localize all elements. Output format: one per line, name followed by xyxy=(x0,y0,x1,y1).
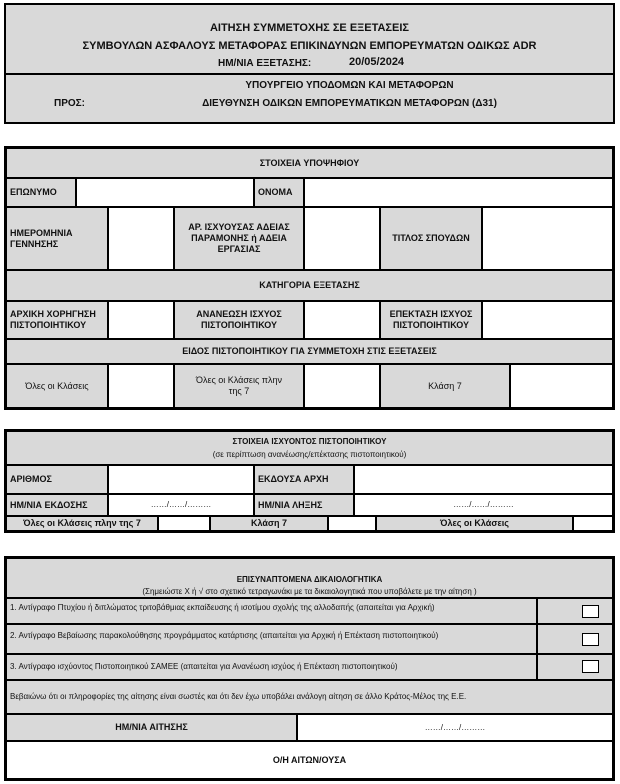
attachment-item-1-checkbox[interactable] xyxy=(582,605,599,618)
valid-all-classes-label: Όλες οι Κλάσεις xyxy=(376,516,573,531)
header-box xyxy=(4,3,615,124)
valid-all-except-7-label: Όλες οι Κλάσεις πλην της 7 xyxy=(6,516,158,531)
renewal-label: ΑΝΑΝΕΩΣΗ ΙΣΧΥΟΣ ΠΙΣΤΟΠΟΙΗΤΙΚΟΥ xyxy=(174,301,304,339)
issue-date-field[interactable]: ……/……/……… xyxy=(108,494,254,516)
valid-cert-header xyxy=(6,431,613,465)
valid-class7-label: Κλάση 7 xyxy=(210,516,328,531)
attachment-item-3-cell xyxy=(537,654,613,680)
cert-type-title: ΕΙΔΟΣ ΠΙΣΤΟΠΟΙΗΤΙΚΟΥ ΓΙΑ ΣΥΜΜΕΤΟΧΗ ΣΤΙΣ ΕΞΕΤΑΣΕΙΣ xyxy=(6,339,613,364)
attachment-item-1-cell xyxy=(537,598,613,624)
class7-checkbox[interactable] xyxy=(510,364,613,408)
applicant-signature-label: Ο/Η ΑΙΤΩΝ/ΟΥΣΑ xyxy=(6,741,613,779)
attachment-item-2-cell xyxy=(537,624,613,654)
name-field[interactable] xyxy=(304,178,613,207)
all-classes-checkbox[interactable] xyxy=(108,364,174,408)
attachments-header xyxy=(6,558,613,598)
attachments-section xyxy=(4,556,615,781)
name-label: ΟΝΟΜΑ xyxy=(254,178,304,207)
valid-all-except-7-checkbox[interactable] xyxy=(158,516,210,531)
form-title-line2: ΣΥΜΒΟΥΛΩΝ ΑΣΦΑΛΟΥΣ ΜΕΤΑΦΟΡΑΣ ΕΠΙΚΙΝΔΥΝΩΝ ΕΜΠΟΡΕΥΜΑΤΩΝ ΟΔΙΚΩΣ ADR xyxy=(82,40,537,52)
expiry-date-field[interactable]: ……/……/……… xyxy=(354,494,613,516)
declaration-text: Βεβαιώνω ότι οι πληροφορίες της αίτησης είναι σωστές και ότι δεν έχω υποβάλει ανάλογη αίτηση σε άλλο Κράτος-Μέλος της Ε.Ε. xyxy=(6,680,613,714)
candidate-section-title: ΣΤΟΙΧΕΙΑ ΥΠΟΨΗΦΙΟΥ xyxy=(6,148,613,178)
issuer-label: ΕΚΔΟΥΣΑ ΑΡΧΗ xyxy=(254,465,354,494)
birth-date-label: ΗΜΕΡΟΜΗΝΙΑ ΓΕΝΝΗΣΗΣ xyxy=(6,207,108,270)
expiry-date-label: ΗΜ/ΝΙΑ ΛΗΞΗΣ xyxy=(254,494,354,516)
to-label: ΠΡΟΣ: xyxy=(54,98,86,109)
header-divider xyxy=(6,73,613,75)
attachment-item-3-checkbox[interactable] xyxy=(582,660,599,673)
cert-number-field[interactable] xyxy=(108,465,254,494)
application-date-field[interactable]: ……/……/……… xyxy=(297,714,613,741)
residence-permit-field[interactable] xyxy=(304,207,380,270)
issue-date-label: ΗΜ/ΝΙΑ ΕΚΔΟΣΗΣ xyxy=(6,494,108,516)
residence-permit-label: ΑΡ. ΙΣΧΥΟΥΣΑΣ ΑΔΕΙΑΣ ΠΑΡΑΜΟΝΗΣ ή ΑΔΕΙΑ ΕΡΓΑΣΙΑΣ xyxy=(174,207,304,270)
birth-date-field[interactable] xyxy=(108,207,174,270)
valid-cert-subtitle: (σε περίπτωση ανανέωσης/επέκτασης πιστοποιητικού) xyxy=(212,450,407,459)
surname-label: ΕΠΩΝΥΜΟ xyxy=(6,178,76,207)
all-classes-label: Όλες οι Κλάσεις xyxy=(6,364,108,408)
valid-all-classes-checkbox[interactable] xyxy=(573,516,613,531)
exam-date-value: 20/05/2024 xyxy=(349,56,405,68)
form-title-line1: ΑΙΤΗΣΗ ΣΥΜΜΕΤΟΧΗΣ ΣΕ ΕΞΕΤΑΣΕΙΣ xyxy=(209,22,410,34)
attachments-subtitle: (Σημειώστε Χ ή √ στο σχετικό τετραγωνάκι με τα δικαιολογητικά που υποβάλετε με την αίτηση ) xyxy=(142,587,477,596)
renewal-checkbox[interactable] xyxy=(304,301,380,339)
degree-field[interactable] xyxy=(482,207,613,270)
extension-label: ΕΠΕΚΤΑΣΗ ΙΣΧΥΟΣ ΠΙΣΤΟΠΟΙΗΤΙΚΟΥ xyxy=(380,301,482,339)
application-date-label: ΗΜ/ΝΙΑ ΑΙΤΗΣΗΣ xyxy=(6,714,297,741)
surname-field[interactable] xyxy=(76,178,254,207)
exam-date-label: ΗΜ/ΝΙΑ ΕΞΕΤΑΣΗΣ: xyxy=(218,58,312,69)
valid-cert-section xyxy=(4,429,615,533)
attachment-item-3: 3. Αντίγραφο ισχύοντος Πιστοποιητικού ΣΑΜΕΕ (απαιτείται για Ανανέωση ισχύος ή Επέκταση πιστοποιητικού) xyxy=(6,654,537,680)
ministry-name: ΥΠΟΥΡΓΕΙΟ ΥΠΟΔΟΜΩΝ ΚΑΙ ΜΕΤΑΦΟΡΩΝ xyxy=(245,80,454,91)
attachment-item-1: 1. Αντίγραφο Πτυχίου ή διπλώματος τριτοβάθμιας εκπαίδευσης ή ισοτίμου σχολής της αλλοδαπής (απαιτείται για Αρχική) xyxy=(6,598,537,624)
exam-category-title: ΚΑΤΗΓΟΡΙΑ ΕΞΕΤΑΣΗΣ xyxy=(6,270,613,301)
candidate-section xyxy=(4,146,615,410)
initial-issue-label: ΑΡΧΙΚΗ ΧΟΡΗΓΗΣΗ ΠΙΣΤΟΠΟΙΗΤΙΚΟΥ xyxy=(6,301,108,339)
valid-class7-checkbox[interactable] xyxy=(328,516,376,531)
all-except-7-checkbox[interactable] xyxy=(304,364,380,408)
extension-checkbox[interactable] xyxy=(482,301,613,339)
initial-issue-checkbox[interactable] xyxy=(108,301,174,339)
valid-cert-title: ΣΤΟΙΧΕΙΑ ΙΣΧΥΟΝΤΟΣ ΠΙΣΤΟΠΟΙΗΤΙΚΟΥ xyxy=(232,437,387,446)
attachment-item-2-checkbox[interactable] xyxy=(582,633,599,646)
issuer-field[interactable] xyxy=(354,465,613,494)
all-except-7-label: Όλες οι Κλάσεις πλην της 7 xyxy=(174,364,304,408)
degree-label: ΤΙΤΛΟΣ ΣΠΟΥΔΩΝ xyxy=(380,207,482,270)
attachments-title: ΕΠΙΣΥΝΑΠΤΟΜΕΝΑ ΔΙΚΑΙΟΛΟΓΗΤΙΚΑ xyxy=(236,575,383,584)
cert-number-label: ΑΡΙΘΜΟΣ xyxy=(6,465,108,494)
attachment-item-2: 2. Αντίγραφο Βεβαίωσης παρακολούθησης προγράμματος κατάρτισης (απαιτείται για Αρχική ή Επέκταση πιστοποιητικού) xyxy=(6,624,537,654)
class7-label: Κλάση 7 xyxy=(380,364,510,408)
directorate-name: ΔΙΕΥΘΥΝΣΗ ΟΔΙΚΩΝ ΕΜΠΟΡΕΥΜΑΤΙΚΩΝ ΜΕΤΑΦΟΡΩΝ (Δ31) xyxy=(202,98,497,109)
